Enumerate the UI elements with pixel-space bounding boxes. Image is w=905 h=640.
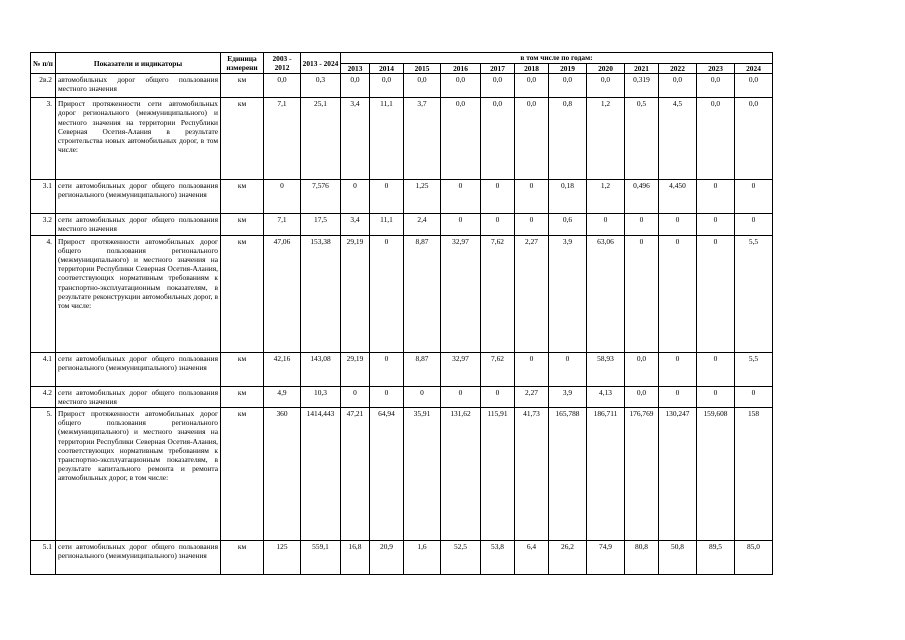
value-year-cell: 89,5	[697, 541, 735, 575]
indicator-name: Прирост протяженности сети автомобильных дорог регионального (межмуниципального) и местного значения на территории Республики Северная Осетия-Алания в результате строительства новых автомобильных дорог, в том числе:	[56, 98, 221, 180]
value-year-cell: 50,8	[659, 541, 697, 575]
value-year-cell: 0,0	[587, 74, 625, 98]
table-row	[31, 541, 773, 575]
value-year-cell: 0	[404, 386, 441, 407]
value-year-cell: 0,5	[625, 98, 659, 180]
value-year-cell: 0	[370, 386, 404, 407]
unit-cell: км	[221, 541, 264, 575]
value-year-cell: 0	[515, 352, 549, 386]
value-year-cell: 0,0	[625, 352, 659, 386]
indicator-table-sheet	[30, 52, 773, 575]
value-year-cell: 186,711	[587, 408, 625, 541]
value-2013-2024: 25,1	[301, 98, 341, 180]
value-year-cell: 0	[549, 352, 587, 386]
value-2013-2024: 153,38	[301, 235, 341, 352]
table-row	[31, 214, 773, 235]
value-year-cell: 0,0	[735, 98, 773, 180]
value-year-cell: 0,0	[549, 74, 587, 98]
value-year-cell: 165,788	[549, 408, 587, 541]
row-number: 4.2	[31, 386, 56, 407]
header-unit: Единица измерени	[221, 53, 264, 74]
value-year-cell: 29,19	[341, 235, 370, 352]
value-year-cell: 52,5	[441, 541, 481, 575]
value-year-cell: 0	[481, 180, 515, 214]
value-year-cell: 0,18	[549, 180, 587, 214]
value-2003-2012: 4,9	[264, 386, 301, 407]
value-year-cell: 0,319	[625, 74, 659, 98]
value-year-cell: 0,6	[549, 214, 587, 235]
value-year-cell: 0	[735, 180, 773, 214]
value-year-cell: 35,91	[404, 408, 441, 541]
value-2003-2012: 7,1	[264, 214, 301, 235]
row-number: 3.1	[31, 180, 56, 214]
indicator-name: сети автомобильных дорог общего пользования регионального (межмуниципального) значения	[56, 180, 221, 214]
value-year-cell: 0	[697, 180, 735, 214]
value-year-cell: 3,9	[549, 235, 587, 352]
value-year-cell: 0,0	[441, 74, 481, 98]
header-year: 2019	[549, 64, 587, 74]
value-year-cell: 1,2	[587, 180, 625, 214]
value-year-cell: 3,9	[549, 386, 587, 407]
row-number: 5.1	[31, 541, 56, 575]
value-2003-2012: 0	[264, 180, 301, 214]
value-year-cell: 7,62	[481, 235, 515, 352]
value-year-cell: 16,8	[341, 541, 370, 575]
value-year-cell: 0	[659, 352, 697, 386]
table-row	[31, 180, 773, 214]
indicator-name: Прирост протяженности автомобильных дорог общего пользования регионального (межмуниципального) и местного значения на территории Республики Северная Осетия-Алания, соответствующих нормативным требованиям к транспортно-эксплуатационным показателям, в результате реконструкции автомобильных дорог, в том числе:	[56, 235, 221, 352]
value-year-cell: 0	[515, 214, 549, 235]
indicator-name: автомобильных дорог общего пользования местного значения	[56, 74, 221, 98]
value-2013-2024: 0,3	[301, 74, 341, 98]
value-year-cell: 0,0	[515, 74, 549, 98]
value-year-cell: 26,2	[549, 541, 587, 575]
value-year-cell: 11,1	[370, 214, 404, 235]
value-year-cell: 5,5	[735, 235, 773, 352]
row-number: 3.	[31, 98, 56, 180]
value-year-cell: 0,0	[659, 74, 697, 98]
value-year-cell: 4,450	[659, 180, 697, 214]
value-2003-2012: 42,16	[264, 352, 301, 386]
row-number: 3.2	[31, 214, 56, 235]
value-year-cell: 0,0	[515, 98, 549, 180]
value-year-cell: 0	[659, 386, 697, 407]
table-row	[31, 235, 773, 352]
value-2003-2012: 7,1	[264, 98, 301, 180]
indicator-name: сети автомобильных дорог общего пользования регионального (межмуниципального) значения	[56, 352, 221, 386]
value-year-cell: 0,0	[370, 74, 404, 98]
value-2013-2024: 17,5	[301, 214, 341, 235]
value-year-cell: 6,4	[515, 541, 549, 575]
unit-cell: км	[221, 74, 264, 98]
value-year-cell: 8,87	[404, 352, 441, 386]
header-year: 2021	[625, 64, 659, 74]
value-year-cell: 0	[370, 180, 404, 214]
value-year-cell: 58,93	[587, 352, 625, 386]
value-year-cell: 5,5	[735, 352, 773, 386]
row-number: 5.	[31, 408, 56, 541]
value-year-cell: 2,4	[404, 214, 441, 235]
header-year: 2024	[735, 64, 773, 74]
value-year-cell: 64,94	[370, 408, 404, 541]
unit-cell: км	[221, 98, 264, 180]
value-year-cell: 63,06	[587, 235, 625, 352]
value-year-cell: 0,496	[625, 180, 659, 214]
value-year-cell: 0	[341, 386, 370, 407]
value-year-cell: 47,21	[341, 408, 370, 541]
value-year-cell: 4,13	[587, 386, 625, 407]
value-year-cell: 0	[659, 235, 697, 352]
header-indicators: Показатели и индикаторы	[56, 53, 221, 74]
unit-cell: км	[221, 180, 264, 214]
value-year-cell: 0	[697, 386, 735, 407]
indicator-name: сети автомобильных дорог общего пользования местного значения	[56, 214, 221, 235]
unit-cell: км	[221, 408, 264, 541]
value-year-cell: 0	[659, 214, 697, 235]
value-year-cell: 0	[735, 214, 773, 235]
value-year-cell: 0	[441, 214, 481, 235]
value-year-cell: 7,62	[481, 352, 515, 386]
value-2003-2012: 0,0	[264, 74, 301, 98]
value-year-cell: 0,0	[735, 74, 773, 98]
value-2013-2024: 559,1	[301, 541, 341, 575]
value-year-cell: 4,5	[659, 98, 697, 180]
value-year-cell: 85,0	[735, 541, 773, 575]
value-year-cell: 1,25	[404, 180, 441, 214]
value-year-cell: 53,8	[481, 541, 515, 575]
header-year: 2017	[481, 64, 515, 74]
header-year: 2014	[370, 64, 404, 74]
value-year-cell: 0	[481, 214, 515, 235]
header-years-group: в том числе по годам:	[341, 53, 773, 64]
value-year-cell: 80,8	[625, 541, 659, 575]
row-number: 4.	[31, 235, 56, 352]
value-year-cell: 1,2	[587, 98, 625, 180]
value-year-cell: 0	[625, 214, 659, 235]
value-year-cell: 8,87	[404, 235, 441, 352]
value-year-cell: 0	[735, 386, 773, 407]
value-2003-2012: 125	[264, 541, 301, 575]
value-year-cell: 0	[441, 386, 481, 407]
header-range-2013-2024: 2013 - 2024	[301, 53, 341, 74]
value-year-cell: 74,9	[587, 541, 625, 575]
value-year-cell: 0,0	[481, 74, 515, 98]
unit-cell: км	[221, 386, 264, 407]
value-year-cell: 32,97	[441, 352, 481, 386]
unit-cell: км	[221, 235, 264, 352]
indicator-name: сети автомобильных дорог общего пользования регионального (межмуниципального) значения	[56, 541, 221, 575]
value-year-cell: 0,0	[625, 386, 659, 407]
header-year: 2015	[404, 64, 441, 74]
value-2013-2024: 10,3	[301, 386, 341, 407]
value-year-cell: 3,4	[341, 98, 370, 180]
header-year: 2013	[341, 64, 370, 74]
value-year-cell: 0	[481, 386, 515, 407]
value-year-cell: 0,0	[697, 74, 735, 98]
value-year-cell: 176,769	[625, 408, 659, 541]
value-2003-2012: 47,06	[264, 235, 301, 352]
value-year-cell: 158	[735, 408, 773, 541]
row-number: 4.1	[31, 352, 56, 386]
value-2013-2024: 143,08	[301, 352, 341, 386]
value-year-cell: 0	[370, 235, 404, 352]
header-year: 2016	[441, 64, 481, 74]
value-year-cell: 115,91	[481, 408, 515, 541]
value-year-cell: 0	[341, 180, 370, 214]
value-year-cell: 29,19	[341, 352, 370, 386]
header-year: 2022	[659, 64, 697, 74]
value-2013-2024: 7,576	[301, 180, 341, 214]
table-row	[31, 386, 773, 407]
unit-cell: км	[221, 214, 264, 235]
header-year: 2018	[515, 64, 549, 74]
indicator-name: Прирост протяженности автомобильных дорог общего пользования регионального (межмуниципального) и местного значения на территории Республики Северная Осетия-Алания, соответствующих нормативным требованиям к транспортно-эксплуатационным показателям, в результате капитального ремонта и ремонта автомобильных дорог, в том числе:	[56, 408, 221, 541]
table-row	[31, 408, 773, 541]
header-year: 2020	[587, 64, 625, 74]
indicator-table	[30, 52, 773, 575]
value-year-cell: 0,0	[341, 74, 370, 98]
header-range-2003-2012: 2003 - 2012	[264, 53, 301, 74]
value-year-cell: 32,97	[441, 235, 481, 352]
value-2013-2024: 1414,443	[301, 408, 341, 541]
value-year-cell: 131,62	[441, 408, 481, 541]
value-year-cell: 3,7	[404, 98, 441, 180]
value-year-cell: 0,8	[549, 98, 587, 180]
value-year-cell: 0,0	[404, 74, 441, 98]
value-year-cell: 130,247	[659, 408, 697, 541]
value-year-cell: 2,27	[515, 235, 549, 352]
value-year-cell: 0	[441, 180, 481, 214]
value-year-cell: 3,4	[341, 214, 370, 235]
value-year-cell: 0	[697, 352, 735, 386]
value-year-cell: 0,0	[697, 98, 735, 180]
table-row	[31, 352, 773, 386]
value-year-cell: 0	[587, 214, 625, 235]
value-year-cell: 0	[697, 235, 735, 352]
value-year-cell: 1,6	[404, 541, 441, 575]
value-year-cell: 11,1	[370, 98, 404, 180]
table-row	[31, 98, 773, 180]
value-year-cell: 0	[370, 352, 404, 386]
table-row	[31, 74, 773, 98]
value-year-cell: 159,608	[697, 408, 735, 541]
value-year-cell: 20,9	[370, 541, 404, 575]
value-year-cell: 41,73	[515, 408, 549, 541]
unit-cell: км	[221, 352, 264, 386]
row-number: 2в.2	[31, 74, 56, 98]
value-year-cell: 0,0	[441, 98, 481, 180]
value-year-cell: 0	[625, 235, 659, 352]
value-year-cell: 0	[515, 180, 549, 214]
header-year: 2023	[697, 64, 735, 74]
value-2003-2012: 360	[264, 408, 301, 541]
header-no: № п/п	[31, 53, 56, 74]
value-year-cell: 0	[697, 214, 735, 235]
value-year-cell: 0,0	[481, 98, 515, 180]
value-year-cell: 2,27	[515, 386, 549, 407]
indicator-name: сети автомобильных дорог общего пользования местного значения	[56, 386, 221, 407]
